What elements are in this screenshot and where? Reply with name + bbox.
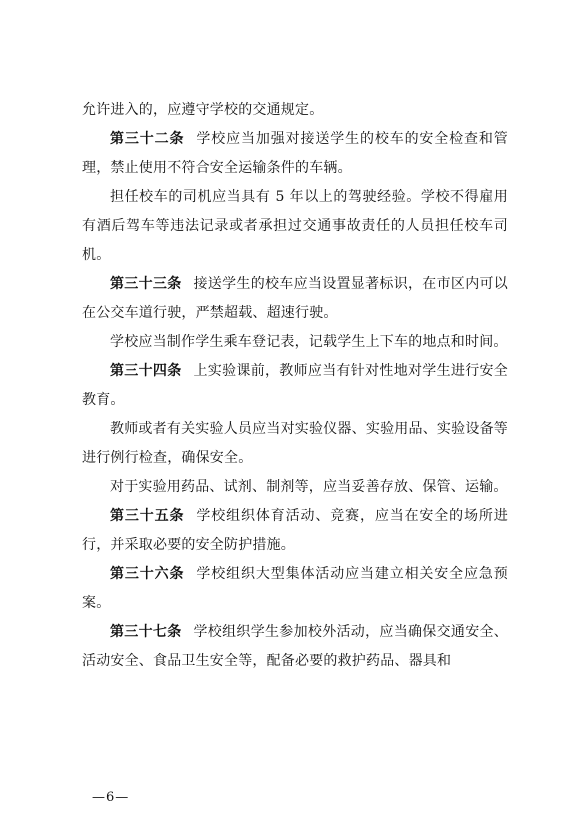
article-number: 第三十二条 xyxy=(110,131,185,147)
paragraph-4 xyxy=(82,328,508,357)
article-number: 第三十六条 xyxy=(110,566,185,582)
paragraph-text: 学校组织学生参加校外活动，应当确保交通安全、活动安全、食品卫生安全等，配备必要的救护药品、器具和 xyxy=(82,624,508,669)
paragraph-5 xyxy=(82,357,508,415)
paragraph-3 xyxy=(82,270,508,328)
paragraph-text: 学校组织大型集体活动应当建立相关安全应急预案。 xyxy=(82,566,508,611)
article-number: 第三十四条 xyxy=(110,363,182,379)
article-number: 第三十五条 xyxy=(110,508,185,524)
document-body xyxy=(82,96,508,676)
page-number: —6— xyxy=(92,790,130,805)
paragraph-9 xyxy=(82,560,508,618)
paragraph-text: 教师或者有关实验人员应当对实验仪器、实验用品、实验设备等进行例行检查，确保安全。 xyxy=(82,421,508,466)
paragraph-10 xyxy=(82,618,508,676)
paragraph-text: 学校应当制作学生乘车登记表，记载学生上下车的地点和时间。 xyxy=(110,334,508,350)
paragraph-text: 学校组织体育活动、竞赛，应当在安全的场所进行，并采取必要的安全防护措施。 xyxy=(82,508,508,553)
paragraph-text: 学校应当加强对接送学生的校车的安全检查和管理，禁止使用不符合安全运输条件的车辆。 xyxy=(82,131,508,176)
paragraph-8 xyxy=(82,502,508,560)
paragraph-0 xyxy=(82,96,508,125)
paragraph-text: 允许进入的，应遵守学校的交通规定。 xyxy=(82,102,324,118)
paragraph-text: 接送学生的校车应当设置显著标识，在市区内可以在公交车道行驶，严禁超载、超速行驶。 xyxy=(82,276,508,321)
paragraph-7 xyxy=(82,473,508,502)
paragraph-2 xyxy=(82,183,508,270)
paragraph-text: 担任校车的司机应当具有 5 年以上的驾驶经验。学校不得雇用有酒后驾车等违法记录或者承担过交通事故责任的人员担任校车司机。 xyxy=(82,189,508,263)
paragraph-text: 对于实验用药品、试剂、制剂等，应当妥善存放、保管、运输。 xyxy=(110,479,508,495)
paragraph-6 xyxy=(82,415,508,473)
paragraph-1 xyxy=(82,125,508,183)
paragraph-text: 上实验课前，教师应当有针对性地对学生进行安全教育。 xyxy=(82,363,508,408)
article-number: 第三十七条 xyxy=(110,624,182,640)
article-number: 第三十三条 xyxy=(110,276,182,292)
